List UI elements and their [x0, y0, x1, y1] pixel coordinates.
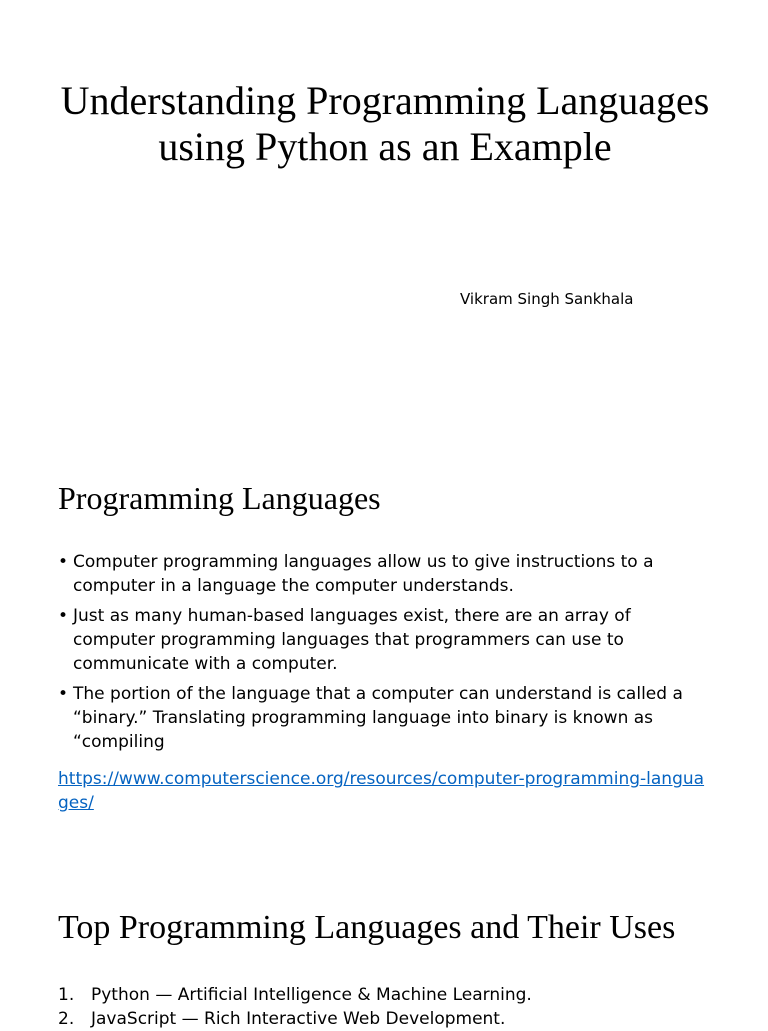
bullet-text: The portion of the language that a computer can understand is called a “binary.” Translating programming language into binary is known as “compiling [73, 684, 683, 752]
bullet-marker: • [58, 552, 69, 572]
title-slide [0, 0, 768, 432]
bullet-marker: • [58, 606, 69, 626]
programming-languages-slide [0, 432, 768, 864]
bullet-marker: • [58, 684, 69, 704]
slide-heading: Top Programming Languages and Their Uses [58, 909, 676, 946]
bullet-item [58, 604, 718, 676]
list-item-text: JavaScript — Rich Interactive Web Development. [91, 1009, 506, 1029]
list-item [58, 983, 738, 1007]
list-item [58, 1007, 738, 1031]
bullet-item [58, 550, 718, 598]
bullet-text: Just as many human-based languages exist, there are an array of computer programming languages that programmers can use to communicate with a computer. [73, 606, 631, 674]
slide-heading: Programming Languages [58, 480, 381, 516]
list-number: 2. [58, 1009, 75, 1029]
top-languages-slide [0, 864, 768, 1029]
list-item-text: Python — Artificial Intelligence & Machine Learning. [91, 985, 532, 1005]
bullet-item [58, 682, 718, 754]
list-number: 1. [58, 985, 75, 1005]
bullet-list [58, 550, 718, 760]
author-name: Vikram Singh Sankhala [460, 290, 634, 308]
reference-link[interactable]: https://www.computerscience.org/resources/computer-programming-languages/ [58, 769, 705, 813]
presentation-title: Understanding Programming Languages using Python as an Example [60, 78, 710, 169]
bullet-text: Computer programming languages allow us to give instructions to a computer in a language the computer understands. [73, 552, 654, 596]
